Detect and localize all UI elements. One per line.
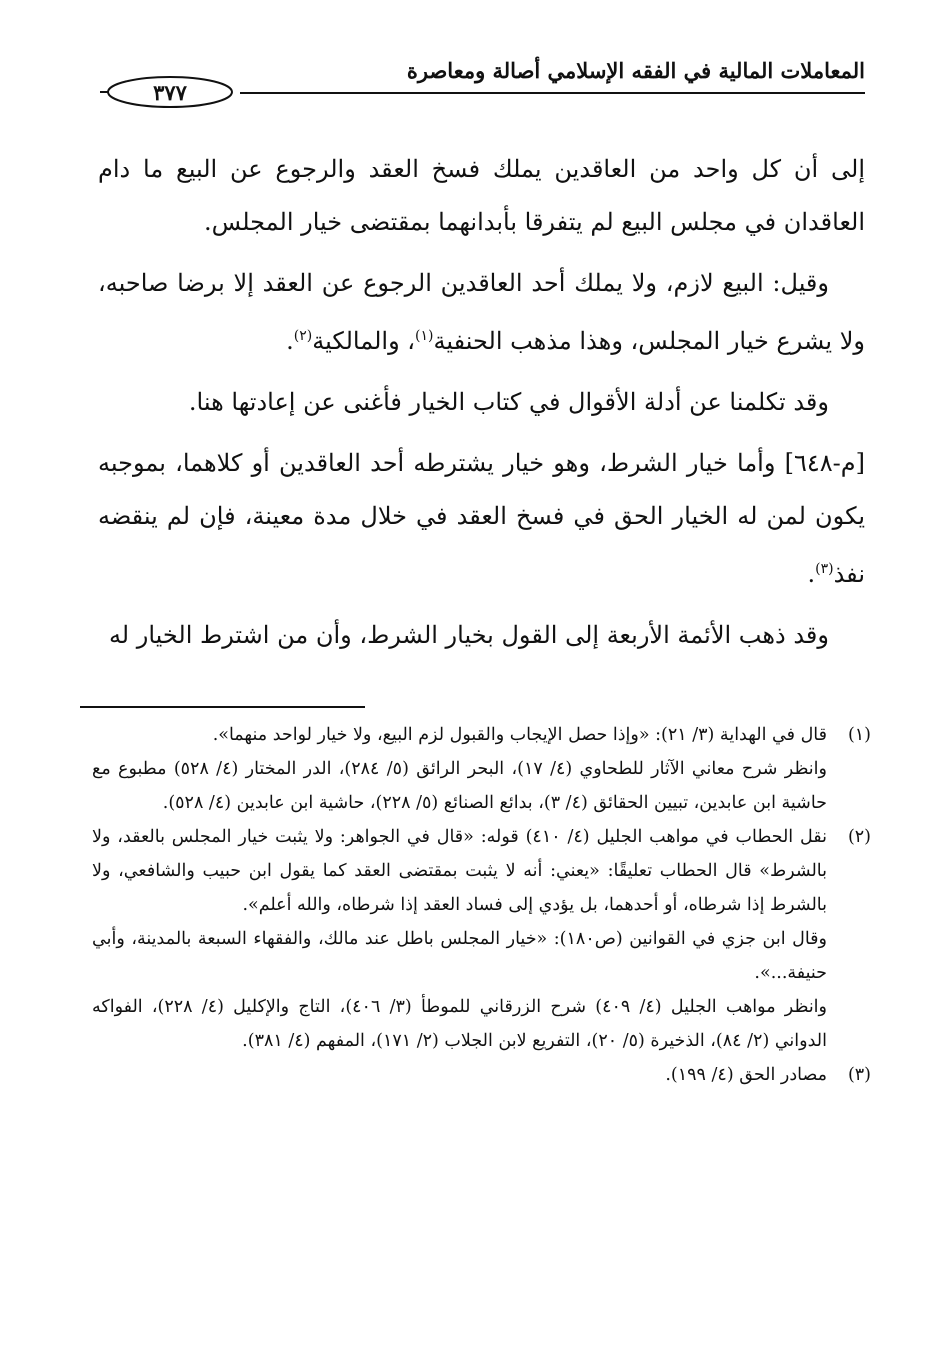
footnote-separator [80, 706, 365, 708]
page-header [100, 52, 865, 112]
footnote-3-line-1: مصادر الحق (٤/ ١٩٩). [665, 1065, 827, 1085]
paragraph-4-text-b: . [807, 560, 816, 588]
paragraph-4 [98, 437, 865, 601]
main-text [98, 143, 865, 662]
header-rule [240, 92, 865, 94]
page-number: ٣٧٧ [153, 80, 187, 105]
footnote-1-line-2: وانظر شرح معاني الآثار للطحاوي (٤/ ١٧)، البحر الرائق (٥/ ٢٨٤)، الدر المختار (٤/ ٥٢٨) مطبوع مع حاشية ابن عابدين، تبيين الحقائق (٤/ ٣)، بدائع الصنائع (٥/ ٢٢٨)، حاشية ابن عابدين (٤/ ٥٢٨). [92, 759, 827, 813]
footnote-2-line-1: نقل الحطاب في مواهب الجليل (٤/ ٤١٠) قوله: «قال في الجواهر: ولا يثبت خيار المجلس بالعقد، ولا بالشرط» قال الحطاب تعليقًا: «يعني: أنه لا يثبت بمقتضى العقد كما يقول ابن حبيب والشافعي، ولا بالشرط إذا شرطاه، أو أحدهما، بل يؤدي إلى فساد العقد إذا شرطاه، والله أعلم». [92, 827, 828, 915]
footnote-ref-2[interactable]: (٢) [293, 328, 313, 344]
footnote-1-number: (١) [847, 725, 871, 745]
paragraph-2-text-a: وقيل: البيع لازم، ولا يملك أحد العاقدين الرجوع عن العقد إلا برضا صاحبه، ولا يشرع خيار المجلس، وهذا مذهب الحنفية [98, 269, 865, 355]
footnotes [92, 718, 871, 1092]
paragraph-1: إلى أن كل واحد من العاقدين يملك فسخ العقد والرجوع عن البيع ما دام العاقدان في مجلس البيع لم يتفرقا بأبدانهما بمقتضى خيار المجلس. [98, 155, 865, 236]
footnote-2-number: (٢) [847, 827, 871, 847]
footnote-2-line-2: وقال ابن جزي في القوانين (ص١٨٠): «خيار المجلس باطل عند مالك، والفقهاء السبعة بالمدينة، وأبي حنيفة...». [92, 929, 827, 983]
paragraph-5: وقد ذهب الأئمة الأربعة إلى القول بخيار الشرط، وأن من اشترط الخيار له [108, 621, 829, 649]
footnote-1-line-1: قال في الهداية (٣/ ٢١): «وإذا حصل الإيجاب والقبول لزم البيع، ولا خيار لواحد منهما». [212, 725, 827, 745]
footnote-2 [92, 820, 871, 1058]
paragraph-2-text-b: ، والمالكية [312, 327, 416, 355]
footnote-2-line-3: وانظر مواهب الجليل (٤/ ٤٠٩) شرح الزرقاني للموطأ (٣/ ٤٠٦)، التاج والإكليل (٤/ ٢٢٨)، الفواكه الدواني (٢/ ٨٤)، الذخيرة (٥/ ٢٠)، التفريع لابن الجلاب (٢/ ١٧١)، المفهم (٤/ ٣٨١). [92, 997, 827, 1051]
paragraph-4-text-a: [م-٦٤٨] وأما خيار الشرط، وهو خيار يشترطه أحد العاقدين أو كلاهما، بموجبه يكون لمن له الخيار الحق في فسخ العقد في خلال مدة معينة، فإن لم ينقضه نفذ [98, 449, 866, 588]
footnote-3-number: (٣) [847, 1065, 871, 1085]
paragraph-2 [98, 257, 865, 368]
paragraph-2-text-c: . [286, 327, 294, 355]
page-number-badge [100, 74, 240, 110]
footnote-3 [92, 1058, 871, 1092]
footnote-1 [92, 718, 871, 820]
footnote-ref-1[interactable]: (١) [415, 328, 434, 344]
running-title: المعاملات المالية في الفقه الإسلامي أصالة ومعاصرة [406, 58, 865, 83]
footnote-ref-3[interactable]: (٣) [815, 561, 834, 577]
paragraph-3: وقد تكلمنا عن أدلة الأقوال في كتاب الخيار فأغنى عن إعادتها هنا. [188, 388, 829, 416]
